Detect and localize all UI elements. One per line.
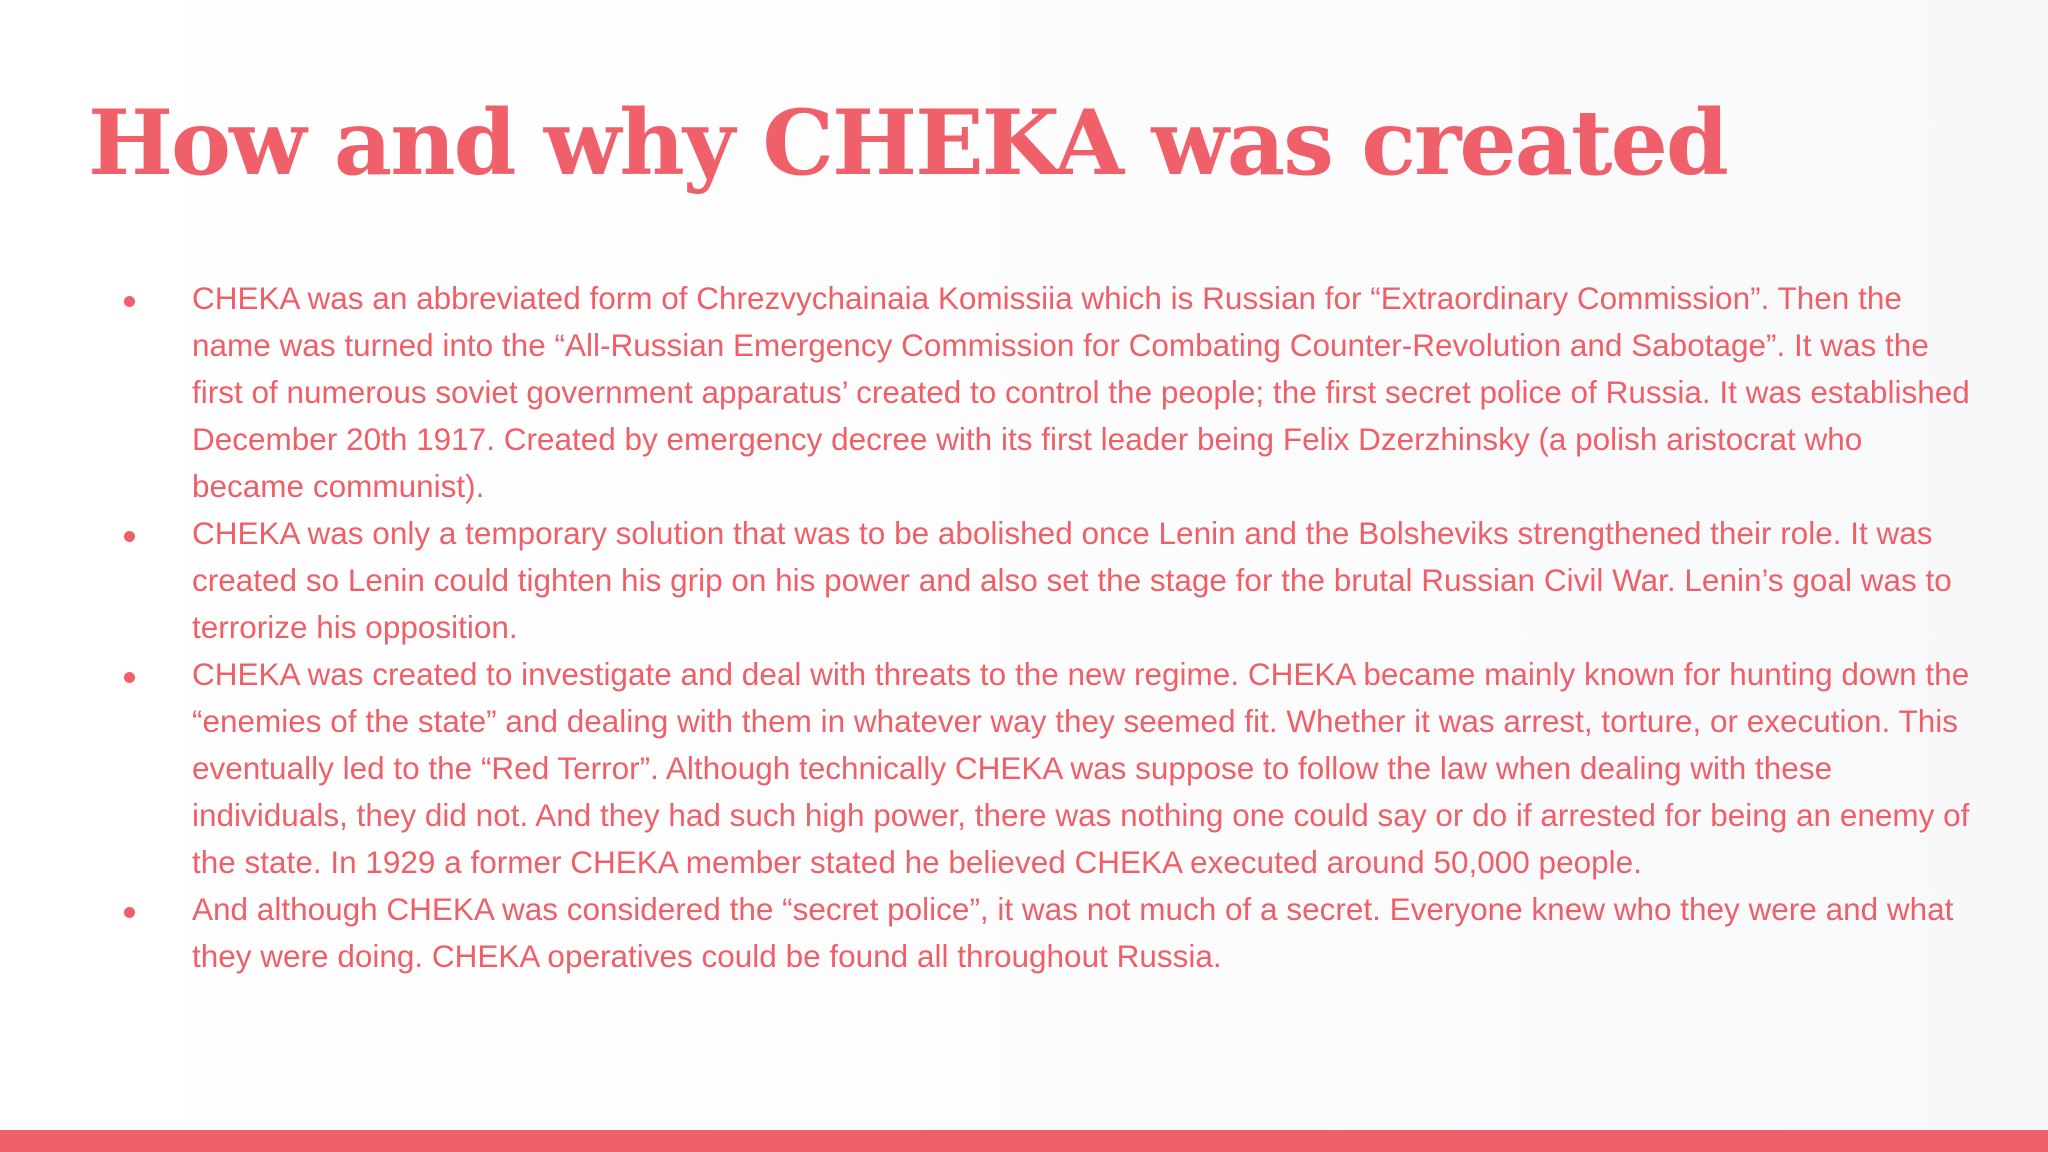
bullet-text: CHEKA was created to investigate and deal with threats to the new regime. CHEKA became mainly known for hunting down the “enemies of the state” and dealing with them in whatever way they seemed fit. Whether it was arrest, torture, or execution. This eventually led to the “Red Terror”. Although technically CHEKA was suppose to follow the law when dealing with these individuals, they did not. And they had such high power, there was nothing one could say or do if arrested for being an enemy of the state. In 1929 a former CHEKA member stated he believed CHEKA executed around 50,000 people. (192, 656, 1970, 880)
bullet-dot-icon (124, 907, 135, 918)
bullet-text: CHEKA was an abbreviated form of Chrezvychainaia Komissiia which is Russian for “Extraordinary Commission”. Then the name was turned into the “All-Russian Emergency Commission for Combating Counter-Revolution and Sabotage”. It was the first of numerous soviet government apparatus’ created to control the people; the first secret police of Russia. It was established December 20th 1917. Created by emergency decree with its first leader being Felix Dzerzhinsky (a polish aristocrat who became communist). (192, 280, 1970, 504)
bullet-text: CHEKA was only a temporary solution that was to be abolished once Lenin and the Bolsheviks strengthened their role. It was created so Lenin could tighten his grip on his power and also set the stage for the brutal Russian Civil War. Lenin’s goal was to terrorize his opposition. (192, 515, 1952, 645)
bullet-item (120, 275, 1970, 510)
bullet-dot-icon (124, 531, 135, 542)
bullet-text: And although CHEKA was considered the “secret police”, it was not much of a secret. Everyone knew who they were and what they were doing. CHEKA operatives could be found all throughout Russia. (192, 891, 1954, 974)
bullet-list (120, 275, 1970, 980)
bullet-dot-icon (124, 296, 135, 307)
bullet-dot-icon (124, 672, 135, 683)
slide-title: How and why CHEKA was created (88, 90, 1727, 196)
bottom-accent-bar (0, 1130, 2048, 1152)
bullet-item (120, 510, 1970, 651)
bullet-item (120, 886, 1970, 980)
bullet-item (120, 651, 1970, 886)
